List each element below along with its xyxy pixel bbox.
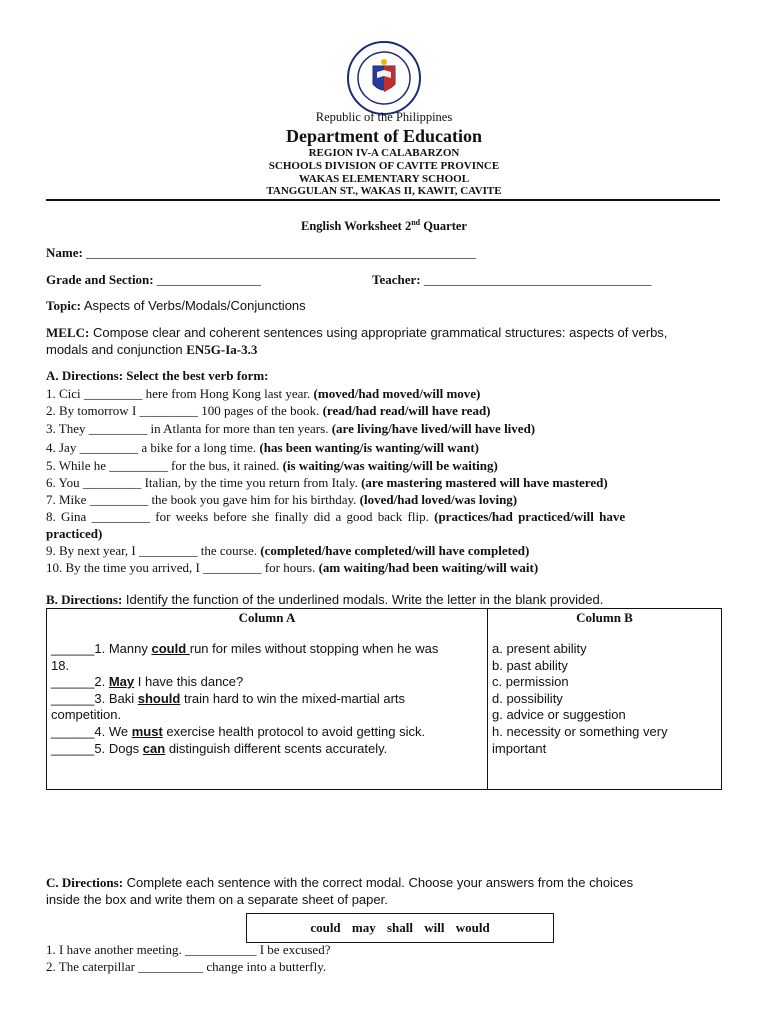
- b-item-3: [51, 691, 483, 724]
- a-item-6: [46, 475, 608, 491]
- topic-label: Topic:: [46, 298, 81, 313]
- b-item-text: train hard to win the mixed-martial arts: [180, 690, 406, 706]
- a-item-8: [46, 509, 625, 525]
- a-item-choices: (am waiting/had been waiting/will wait): [318, 560, 539, 575]
- a-item-text: 6. You _________ Italian, by the time you return from Italy.: [46, 475, 362, 490]
- b-item-5: [51, 741, 483, 758]
- a-item-2: [46, 403, 491, 419]
- header-divider: [46, 199, 720, 201]
- a-item-choices: (completed/have completed/will have completed): [260, 543, 530, 558]
- worksheet-title-end: Quarter: [420, 219, 467, 234]
- a-item-3: [46, 421, 535, 437]
- column-b-header: Column B: [576, 610, 633, 625]
- b-item-text: competition.: [51, 707, 122, 723]
- section-b-text: Identify the function of the underlined modals. Write the letter in the blank provided.: [122, 592, 604, 607]
- c-item-2: 2. The caterpillar __________ change into a butterfly.: [46, 959, 327, 974]
- b-item-2: [51, 674, 483, 691]
- b-item-4: [51, 724, 483, 741]
- a-item-choices: (practices/had practiced/will have: [434, 509, 626, 524]
- melc-line-2: [46, 342, 257, 358]
- column-a: [47, 609, 488, 790]
- underlined-modal: should: [137, 690, 181, 706]
- a-item-4: [46, 440, 479, 456]
- address-line: TANGGULAN ST., WAKAS II, KAWIT, CAVITE: [266, 185, 502, 197]
- underlined-modal: May: [108, 674, 135, 690]
- a-item-choices: practiced): [46, 526, 103, 541]
- department-title: Department of Education: [286, 126, 482, 146]
- school-line: WAKAS ELEMENTARY SCHOOL: [298, 173, 470, 185]
- b-item-blank[interactable]: ______4. We: [51, 723, 132, 739]
- section-c-label: C. Directions:: [46, 875, 124, 890]
- melc-text: Compose clear and coherent sentences using appropriate grammatical structures: aspects of verbs,: [89, 325, 668, 340]
- b-item-text: exercise health protocol to avoid getting sick.: [162, 723, 426, 739]
- b-item-text: I have this dance?: [134, 674, 244, 690]
- section-b-heading: [46, 592, 603, 608]
- section-a-heading: [46, 368, 269, 384]
- a-item-text: 7. Mike _________ the book you gave him for his birthday.: [46, 492, 360, 507]
- column-a-header: Column A: [238, 610, 296, 625]
- a-item-5: [46, 458, 498, 474]
- b-item-blank[interactable]: ______1. Manny: [51, 641, 152, 656]
- teacher-label: Teacher:: [372, 272, 421, 287]
- grade-row: [46, 272, 261, 288]
- name-label: Name:: [46, 245, 83, 260]
- b-item-text: distinguish different scents accurately.: [165, 740, 388, 756]
- b-choice: c. permission: [492, 674, 569, 690]
- a-item-text: 3. They _________ in Atlanta for more than ten years.: [46, 421, 332, 436]
- underlined-modal: could: [151, 641, 190, 656]
- a-item-choices: (are living/have lived/will have lived): [331, 421, 536, 436]
- a-item-choices: (are mastering mastered will have mastered): [361, 475, 608, 490]
- a-item-text: 10. By the time you arrived, I _________ for hours.: [46, 560, 319, 575]
- underlined-modal: can: [142, 740, 166, 756]
- b-choice: g. advice or suggestion: [492, 707, 626, 723]
- a-item-text: 2. By tomorrow I _________ 100 pages of the book.: [46, 403, 323, 418]
- b-item-text: 18.: [51, 657, 70, 673]
- a-item-text: 9. By next year, I _________ the course.: [46, 543, 261, 558]
- a-item-choices: (has been wanting/is wanting/will want): [259, 440, 479, 455]
- worksheet-title-text: English Worksheet 2: [301, 219, 412, 234]
- b-item-blank[interactable]: ______5. Dogs: [51, 740, 143, 756]
- a-item-choices: (loved/had loved/was loving): [359, 492, 518, 507]
- melc-code: EN5G-Ia-3.3: [186, 342, 258, 357]
- b-item-1: [51, 641, 483, 674]
- a-item-9: [46, 543, 529, 559]
- b-choice: a. present ability: [492, 641, 587, 656]
- underlined-modal: must: [131, 723, 163, 739]
- b-item-blank[interactable]: ______2.: [51, 674, 109, 690]
- section-c-text: Complete each sentence with the correct modal. Choose your answers from the choices: [123, 875, 634, 890]
- b-item-text: run for miles without stopping when he was: [189, 641, 439, 656]
- region-line: REGION IV-A CALABARZON: [308, 147, 460, 159]
- a-item-choices: (read/had read/will have read): [322, 403, 491, 418]
- melc-line-1: [46, 325, 667, 341]
- b-choice: h. necessity or something very important: [492, 723, 668, 756]
- a-item-7: [46, 492, 517, 508]
- a-item-8-cont: [46, 526, 102, 542]
- modal-choices-box: could may shall will would: [246, 913, 554, 943]
- a-item-1: [46, 386, 480, 402]
- a-item-text: 4. Jay _________ a bike for a long time.: [46, 440, 260, 455]
- b-item-blank[interactable]: ______3. Baki: [51, 690, 138, 706]
- b-choice: b. past ability: [492, 657, 568, 673]
- column-b-items: [492, 641, 717, 757]
- topic-text: Aspects of Verbs/Modals/Conjunctions: [80, 298, 306, 313]
- a-item-text: 1. Cici _________ here from Hong Kong last year.: [46, 386, 314, 401]
- b-choice: d. possibility: [492, 690, 563, 706]
- a-item-10: [46, 560, 538, 576]
- section-b-label: B. Directions:: [46, 592, 123, 607]
- melc-label: MELC:: [46, 325, 90, 340]
- topic-row: [46, 298, 306, 314]
- deped-seal-logo: [346, 40, 422, 116]
- column-b: [488, 609, 722, 790]
- teacher-row: [372, 272, 651, 288]
- teacher-field[interactable]: ___________________________________: [423, 272, 652, 287]
- section-c-heading: [46, 875, 633, 891]
- a-item-choices: (moved/had moved/will move): [313, 386, 481, 401]
- column-a-items: [51, 641, 483, 757]
- a-item-text: 8. Gina _________ for weeks before she finally did a good back flip.: [46, 509, 435, 524]
- a-item-text: 5. While he _________ for the bus, it rained.: [46, 458, 283, 473]
- worksheet-title: [0, 218, 768, 234]
- name-row: [46, 245, 476, 261]
- worksheet-title-sup: nd: [411, 218, 421, 227]
- modals-matching-table: [46, 608, 722, 790]
- c-item-1: 1. I have another meeting. ___________ I be excused?: [46, 942, 331, 957]
- division-line: SCHOOLS DIVISION OF CAVITE PROVINCE: [268, 160, 500, 172]
- section-c-heading-2: inside the box and write them on a separate sheet of paper.: [46, 892, 388, 907]
- grade-label: Grade and Section:: [46, 272, 154, 287]
- section-a-heading-text: A. Directions: Select the best verb form:: [46, 368, 269, 383]
- name-field[interactable]: ____________________________________________________________: [86, 245, 477, 260]
- melc-text-2: modals and conjunction: [46, 342, 187, 357]
- republic-line: Republic of the Philippines: [315, 110, 453, 124]
- grade-field[interactable]: ________________: [156, 272, 261, 287]
- a-item-choices: (is waiting/was waiting/will be waiting): [282, 458, 498, 473]
